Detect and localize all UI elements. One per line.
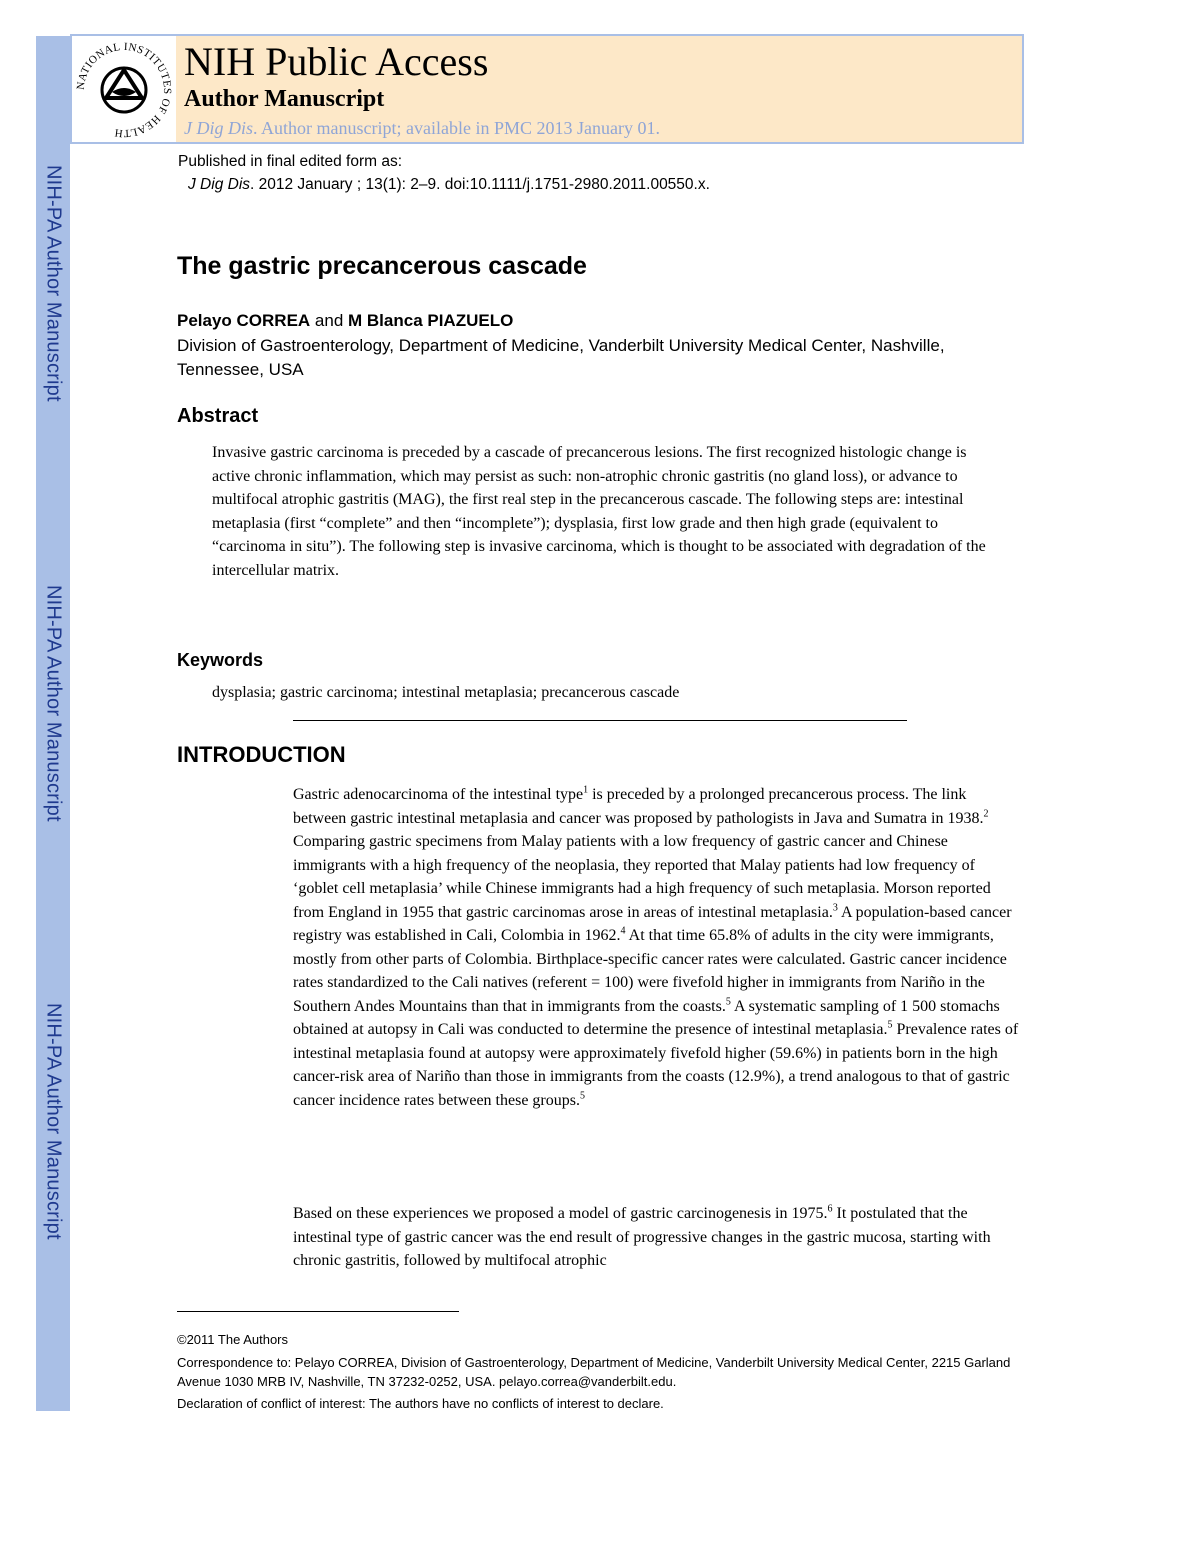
logo-text: NATIONAL INSTITUTES OF HEALTH [74, 40, 174, 140]
reference-mark: 1 [583, 784, 589, 796]
text-run: A systematic sampling of 1 500 stomachs obtained at autopsy in Cali was conducted to determine the presence of intestinal metaplasia. [293, 997, 1000, 1038]
author-2: M Blanca PIAZUELO [348, 311, 514, 330]
citation [188, 176, 710, 194]
introduction-heading: INTRODUCTION [177, 742, 346, 767]
text-run: Gastric adenocarcinoma of the intestinal type [293, 786, 584, 803]
sidebar-label: NIH-PA Author Manuscript [42, 1003, 65, 1240]
reference-mark: 3 [832, 902, 838, 914]
sidebar-label: NIH-PA Author Manuscript [42, 585, 65, 822]
paper-title: The gastric precancerous cascade [177, 252, 587, 280]
text-run: Prevalence rates of intestinal metaplasia found at autopsy were approximately fivefold higher (59.6%) in patients born in the high cancer-risk area of Nariño than those in immigrants from the coasts (12.9%), a trend analogous to that of gastric cancer incidence rates between these groups. [293, 1021, 1019, 1109]
nih-logo-icon [74, 40, 174, 140]
reference-mark: 4 [620, 925, 626, 937]
text-run: A population-based cancer registry was established in Cali, Colombia in 1962. [293, 903, 1012, 944]
header-subtitle: Author Manuscript [184, 86, 385, 112]
conflict-note: Declaration of conflict of interest: The authors have no conflicts of interest to declare. [177, 1396, 664, 1411]
text-run: It postulated that the intestinal type of gastric cancer was the end result of progressive changes in the gastric mucosa, starting with chronic gastritis, followed by multifocal atrophic [293, 1205, 991, 1269]
citation-text: . 2012 January ; 13(1): 2–9. doi:10.1111/j.1751-2980.2011.00550.x. [250, 176, 710, 193]
text-run: is preceded by a prolonged precancerous process. The link between gastric intestinal metaplasia and cancer was proposed by pathologists in Java and Sumatra in 1938. [293, 786, 984, 827]
correspondence-note: Correspondence to: Pelayo CORREA, Division of Gastroenterology, Department of Medicine, Vanderbilt University Medical Center, 2215 Garland Avenue 1030 MRB IV, Nashville, TN 37232-0252, USA. pelayo.correa@vanderbilt.edu. [177, 1355, 1011, 1389]
reference-mark: 5 [887, 1019, 893, 1031]
reference-mark: 2 [983, 808, 989, 820]
text-run: Comparing gastric specimens from Malay patients with a low frequency of gastric cancer and Chinese immigrants with a high frequency of the neoplasia, they reported that Malay patients had low frequency of ‘goblet cell metaplasia’ while Chinese immigrants had a high frequency of such metaplasia. Morson reported from England in 1955 that gastric carcinomas arose in areas of intestinal metaplasia. [293, 833, 991, 921]
affiliation: Division of Gastroenterology, Department of Medicine, Vanderbilt University Medical Center, Nashville, Tennessee, USA [177, 336, 945, 379]
reference-mark: 5 [579, 1090, 585, 1102]
text-run: Based on these experiences we proposed a model of gastric carcinogenesis in 1975. [293, 1205, 828, 1222]
availability-line [184, 118, 660, 139]
reference-mark: 5 [725, 996, 731, 1008]
abstract-heading: Abstract [177, 405, 259, 427]
section-divider [293, 720, 907, 721]
footnote-rule [177, 1311, 459, 1312]
authors [177, 311, 513, 331]
author-conjunction: and [310, 311, 349, 330]
text-run: At that time 65.8% of adults in the city were immigrants, mostly from other parts of Colombia. Birthplace-specific cancer rates were calculated. Gastric cancer incidence rates standardized to the Cali natives (referent = 100) were fivefold higher in immigrants from Nariño in the Southern Andes Mountains than that in immigrants from the coasts. [293, 927, 1007, 1015]
copyright-note: ©2011 The Authors [177, 1332, 289, 1347]
keywords-text: dysplasia; gastric carcinoma; intestinal metaplasia; precancerous cascade [212, 684, 680, 701]
citation-journal: J Dig Dis [188, 176, 251, 193]
journal-name: J Dig Dis [184, 118, 253, 138]
author-1: Pelayo CORREA [177, 311, 311, 330]
intro-paragraph-1 [293, 783, 1021, 1112]
intro-paragraph-2 [293, 1202, 1021, 1273]
keywords-heading: Keywords [177, 650, 264, 670]
abstract-text: Invasive gastric carcinoma is preceded by a cascade of precancerous lesions. The first recognized histologic change is active chronic inflammation, which may persist as such: non-atrophic chronic gastritis (no gland loss), or advance to multifocal atrophic gastritis (MAG), the first real step in the precancerous cascade. The following steps are: intestinal metaplasia (first “complete” and then “incomplete”); dysplasia, first low grade and then high grade (equivalent to “carcinoma in situ”). The following step is invasive carcinoma, which is thought to be associated with degradation of the intercellular matrix. [212, 444, 986, 579]
reference-mark: 6 [827, 1203, 833, 1215]
availability-text: . Author manuscript; available in PMC 2013 January 01. [253, 118, 660, 138]
sidebar-label: NIH-PA Author Manuscript [42, 165, 65, 402]
header-title: NIH Public Access [184, 39, 489, 84]
published-label: Published in final edited form as: [178, 153, 403, 170]
